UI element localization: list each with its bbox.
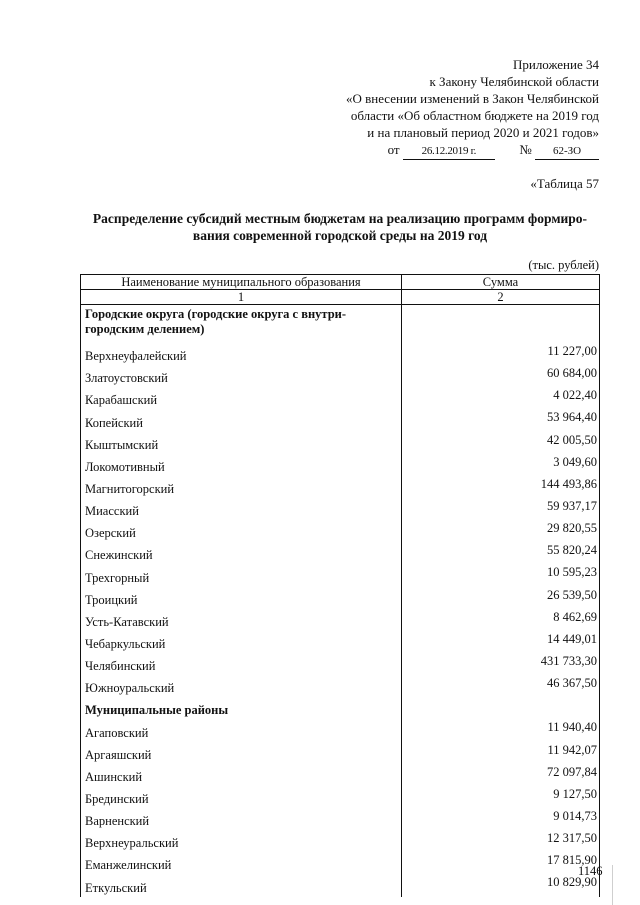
- row-name: Верхнеуфалейский: [81, 343, 402, 365]
- row-value: 59 937,17: [402, 498, 600, 520]
- table-row: [81, 631, 600, 653]
- annex-line-4: области «Об областном бюджете на 2019 год: [350, 108, 599, 123]
- column-header-name: Наименование муниципального образования: [81, 275, 402, 290]
- row-value: 11 940,40: [402, 719, 600, 741]
- row-name: Златоустовский: [81, 365, 402, 387]
- row-name: Магнитогорский: [81, 476, 402, 498]
- row-value: 9 014,73: [402, 808, 600, 830]
- annex-line-5: и на плановый период 2020 и 2021 годов»: [367, 125, 599, 140]
- table-row: [81, 719, 600, 741]
- table-row: [81, 432, 600, 454]
- title-line-2: вания современной городской среды на 2019 год: [192, 228, 488, 243]
- table-row: [81, 852, 600, 874]
- table-row: [81, 653, 600, 675]
- document-title: [80, 210, 600, 244]
- row-value: 431 733,30: [402, 653, 600, 675]
- row-value: 53 964,40: [402, 409, 600, 431]
- table-row: [81, 454, 600, 476]
- row-value: 60 684,00: [402, 365, 600, 387]
- table-body: [81, 305, 600, 897]
- row-name: Варненский: [81, 808, 402, 830]
- table-row: [81, 476, 600, 498]
- column-number-1: 1: [81, 290, 402, 305]
- annex-number: 62-ЗО: [535, 144, 599, 160]
- row-name: Снежинский: [81, 542, 402, 564]
- annex-line-3: «О внесении изменений в Закон Челябинской: [345, 91, 599, 106]
- row-value: 42 005,50: [402, 432, 600, 454]
- row-name: Миасский: [81, 498, 402, 520]
- table-row: [81, 764, 600, 786]
- column-header-sum: Сумма: [402, 275, 600, 290]
- row-value: 11 227,00: [402, 343, 600, 365]
- table-row: [81, 786, 600, 808]
- section-title: Муниципальные районы: [81, 697, 402, 719]
- subsidy-table: [80, 274, 600, 897]
- annex-number-sign: №: [519, 142, 532, 157]
- row-name: Чебаркульский: [81, 631, 402, 653]
- row-name: Агаповский: [81, 719, 402, 741]
- table-label: «Таблица 57: [530, 176, 599, 191]
- row-name: Карабашский: [81, 387, 402, 409]
- section-row-city-districts: [81, 305, 600, 344]
- row-name: Озерский: [81, 520, 402, 542]
- row-value: 72 097,84: [402, 764, 600, 786]
- row-name: Копейский: [81, 409, 402, 431]
- row-name: Верхнеуральский: [81, 830, 402, 852]
- table-row: [81, 675, 600, 697]
- table-row: [81, 609, 600, 631]
- table-row: [81, 874, 600, 896]
- table-row: [81, 343, 600, 365]
- row-name: Трехгорный: [81, 564, 402, 586]
- row-value: 144 493,86: [402, 476, 600, 498]
- row-value: 3 049,60: [402, 454, 600, 476]
- scan-edge: [612, 865, 613, 905]
- row-value: 29 820,55: [402, 520, 600, 542]
- row-value: 10 595,23: [402, 564, 600, 586]
- row-value: 10 829,90: [402, 874, 600, 896]
- section-row-municipal-districts: [81, 697, 600, 719]
- row-name: Южноуральский: [81, 675, 402, 697]
- row-name: Локомотивный: [81, 454, 402, 476]
- table-row: [81, 498, 600, 520]
- row-value: 46 367,50: [402, 675, 600, 697]
- page-number: 1146: [578, 864, 603, 878]
- row-value: 17 815,90: [402, 852, 600, 874]
- annex-from-label: от: [387, 142, 400, 157]
- row-value: 55 820,24: [402, 542, 600, 564]
- table-row: [81, 564, 600, 586]
- table-row: [81, 830, 600, 852]
- annex-header: [346, 56, 599, 160]
- row-value: 11 942,07: [402, 742, 600, 764]
- units-label: (тыс. рублей): [528, 258, 599, 272]
- table-row: [81, 520, 600, 542]
- row-name: Усть-Катавский: [81, 609, 402, 631]
- row-name: Еманжелинский: [81, 852, 402, 874]
- row-value: 8 462,69: [402, 609, 600, 631]
- row-name: Аргаяшский: [81, 742, 402, 764]
- annex-date: 26.12.2019 г.: [403, 144, 495, 160]
- section-title: Городские округа (городские округа с внутри- городским делением): [81, 305, 402, 344]
- title-line-1: Распределение субсидий местным бюджетам на реализацию программ формиро-: [92, 211, 588, 226]
- table-row: [81, 587, 600, 609]
- annex-signature-line: [346, 141, 599, 160]
- row-name: Троицкий: [81, 587, 402, 609]
- table-row: [81, 365, 600, 387]
- row-name: Ашинский: [81, 764, 402, 786]
- row-name: Челябинский: [81, 653, 402, 675]
- table-row: [81, 542, 600, 564]
- annex-line-1: Приложение 34: [512, 57, 599, 72]
- annex-line-2: к Закону Челябинской области: [429, 74, 599, 89]
- row-value: 12 317,50: [402, 830, 600, 852]
- row-value: 9 127,50: [402, 786, 600, 808]
- row-value: 26 539,50: [402, 587, 600, 609]
- row-name: Еткульский: [81, 874, 402, 896]
- table-row: [81, 409, 600, 431]
- column-number-2: 2: [402, 290, 600, 305]
- table-row: [81, 387, 600, 409]
- row-name: Кыштымский: [81, 432, 402, 454]
- row-value: 14 449,01: [402, 631, 600, 653]
- row-name: Брединский: [81, 786, 402, 808]
- table-row: [81, 742, 600, 764]
- row-value: 4 022,40: [402, 387, 600, 409]
- table-row: [81, 808, 600, 830]
